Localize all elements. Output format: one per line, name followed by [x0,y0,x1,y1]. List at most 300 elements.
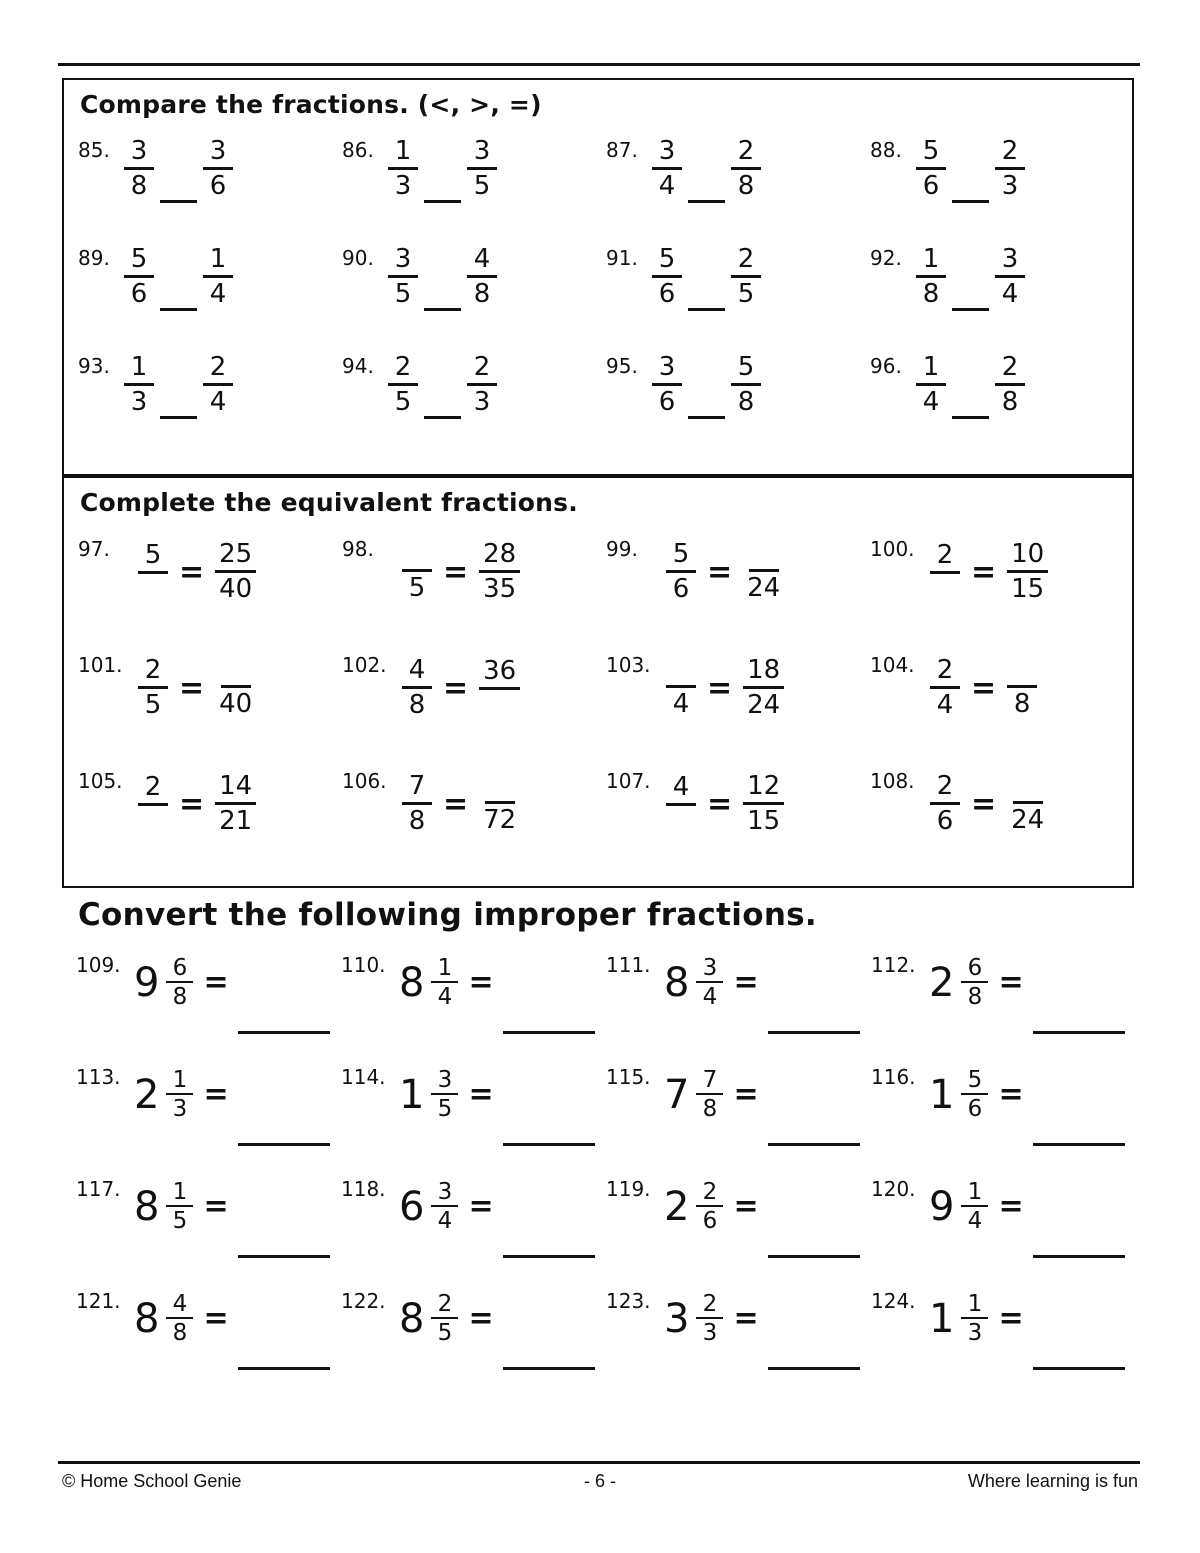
problem-number: 114. [341,1064,386,1089]
numerator: 3 [652,136,682,170]
numerator: 1 [388,136,418,170]
denominator [138,806,168,837]
numerator: 2 [431,1291,458,1319]
denominator: 5 [144,690,162,720]
numerator: 3 [388,244,418,278]
problem-number: 123. [606,1288,651,1313]
compare-problem [342,352,606,460]
denominator: 3 [1001,170,1019,201]
whole-number: 9 [134,959,160,1006]
numerator: 2 [138,655,168,689]
equation [402,771,520,838]
equivalent-problem [78,651,342,767]
equals-sign: = [998,965,1024,1001]
numerator: 25 [215,539,256,573]
mixed-number-expression [399,1179,494,1235]
equivalent-problem [870,767,1134,883]
numerator [402,541,432,572]
numerator: 2 [731,244,761,278]
equation [138,539,256,606]
fraction-part [696,1291,723,1347]
numerator: 5 [731,352,761,386]
denominator: 8 [922,278,940,309]
problem-number: 86. [342,137,374,162]
compare-problem [342,244,606,352]
compare-problem [870,352,1134,460]
right-fraction [731,244,761,311]
mixed-number-expression [134,1179,229,1235]
numerator [221,657,251,688]
fraction-part [431,1179,458,1235]
equals-sign: = [203,1077,229,1113]
mixed-number-expression [134,1291,229,1347]
numerator: 2 [388,352,418,386]
mixed-number-expression [929,1067,1024,1123]
numerator: 1 [916,244,946,278]
denominator: 40 [219,688,253,719]
denominator: 35 [483,574,517,604]
fraction-part [961,1067,988,1123]
right-fraction [467,136,497,203]
numerator: 3 [467,136,497,170]
numerator: 5 [138,540,168,574]
mixed-number-expression [664,1291,759,1347]
equals-sign: = [203,1301,229,1337]
compare-problem [78,244,342,352]
right-fraction [995,244,1025,311]
problem-number: 110. [341,952,386,977]
whole-number: 9 [929,1183,955,1230]
problem-number: 121. [76,1288,121,1313]
equals-sign: = [443,787,469,822]
answer-blank [952,305,989,311]
numerator: 1 [916,352,946,386]
comparison-expression [388,244,497,311]
mixed-number-expression [929,1291,1024,1347]
numerator: 1 [203,244,233,278]
mixed-number-expression [664,1179,759,1235]
right-fraction [467,352,497,419]
left-fraction [930,655,960,722]
equals-sign: = [179,555,205,590]
right-fraction [203,136,233,203]
denominator [138,574,168,605]
numerator: 7 [402,771,432,805]
denominator: 6 [967,1095,983,1122]
boxed-sections [62,78,1134,888]
denominator: 5 [408,572,426,603]
numerator: 2 [467,352,497,386]
equals-sign: = [733,965,759,1001]
equals-sign: = [443,671,469,706]
denominator: 8 [408,806,426,836]
equals-sign: = [179,787,205,822]
whole-number: 8 [134,1183,160,1230]
convert-problem [871,1175,1136,1287]
denominator: 4 [1001,278,1019,309]
convert-problem [341,1175,606,1287]
problem-number: 111. [606,952,651,977]
answer-blank [160,197,197,203]
numerator: 1 [431,955,458,983]
whole-number: 2 [664,1183,690,1230]
numerator: 2 [995,352,1025,386]
answer-blank [1033,1255,1125,1258]
numerator: 5 [652,244,682,278]
left-fraction [138,772,168,837]
problem-number: 101. [78,653,123,677]
right-fraction [995,136,1025,203]
mixed-number-expression [134,1067,229,1123]
equals-sign: = [998,1301,1024,1337]
left-fraction [930,771,960,838]
numerator: 3 [124,136,154,170]
equals-sign: = [468,1077,494,1113]
problem-number: 104. [870,653,915,677]
equals-sign: = [179,671,205,706]
right-fraction [203,244,233,311]
denominator: 6 [209,170,227,201]
mixed-number-expression [134,955,229,1011]
equals-sign: = [971,787,997,822]
problem-number: 119. [606,1176,651,1201]
equals-sign: = [733,1189,759,1225]
answer-blank [238,1255,330,1258]
equation [930,771,1048,838]
equals-sign: = [971,671,997,706]
problem-number: 89. [78,245,110,270]
equals-sign: = [998,1189,1024,1225]
numerator: 3 [431,1067,458,1095]
comparison-expression [124,244,233,311]
problem-number: 90. [342,245,374,270]
denominator [485,690,515,721]
fraction-part [961,955,988,1011]
mixed-number-expression [399,1067,494,1123]
left-fraction [666,772,696,837]
numerator: 2 [696,1179,723,1207]
fraction-part [961,1179,988,1235]
mixed-number-expression [929,1179,1024,1235]
equivalent-problem [78,767,342,883]
whole-number: 1 [929,1071,955,1118]
problem-number: 113. [76,1064,121,1089]
right-fraction [995,352,1025,419]
denominator: 8 [1001,386,1019,417]
answer-blank [952,197,989,203]
numerator: 5 [916,136,946,170]
left-fraction [388,136,418,203]
equation [138,771,256,838]
problem-number: 87. [606,137,638,162]
left-fraction [916,352,946,419]
numerator: 3 [431,1179,458,1207]
denominator: 4 [936,690,954,720]
footer-page-number: - 6 - [583,1471,616,1491]
equivalent-problem [78,535,342,651]
whole-number: 1 [929,1295,955,1342]
numerator: 4 [166,1291,193,1319]
answer-blank [768,1031,860,1034]
problem-number: 109. [76,952,121,977]
denominator: 24 [747,690,781,720]
left-fraction [666,539,696,606]
left-fraction [138,540,168,605]
denominator: 8 [172,983,188,1010]
left-fraction [124,136,154,203]
denominator: 3 [130,386,148,417]
numerator: 5 [124,244,154,278]
equation [402,655,520,722]
mixed-number-expression [399,955,494,1011]
left-fraction [652,244,682,311]
denominator: 8 [737,386,755,417]
convert-problem [871,951,1136,1063]
left-fraction [388,244,418,311]
denominator: 8 [408,690,426,720]
answer-blank [424,305,461,311]
footer [62,1471,1138,1492]
numerator: 3 [203,136,233,170]
numerator: 5 [666,539,696,573]
right-fraction [1007,657,1037,721]
right-fraction [1007,773,1048,837]
denominator: 5 [473,170,491,201]
problem-number: 94. [342,353,374,378]
denominator: 5 [437,1319,453,1346]
denominator: 4 [702,983,718,1010]
numerator: 1 [166,1067,193,1095]
comparison-expression [388,136,497,203]
right-fraction [215,771,256,838]
denominator: 5 [172,1207,188,1234]
fraction-part [696,1067,723,1123]
problem-number: 85. [78,137,110,162]
problem-number: 98. [342,537,374,561]
numerator [666,657,696,688]
convert-problem [76,1063,341,1175]
denominator: 15 [1011,574,1045,604]
right-fraction [743,541,784,605]
whole-number: 8 [664,959,690,1006]
comparison-expression [916,244,1025,311]
left-fraction [402,655,432,722]
left-fraction [916,244,946,311]
convert-problem [606,951,871,1063]
fraction-part [166,1291,193,1347]
numerator [1007,657,1037,688]
convert-problem [341,1287,606,1399]
numerator: 2 [696,1291,723,1319]
numerator: 1 [961,1179,988,1207]
denominator: 6 [658,386,676,417]
denominator: 5 [394,278,412,309]
left-fraction [930,540,960,605]
answer-blank [238,1367,330,1370]
left-fraction [138,655,168,722]
fraction-part [696,955,723,1011]
right-fraction [479,773,520,837]
fraction-part [166,1067,193,1123]
right-fraction [215,539,256,606]
denominator: 72 [483,804,517,835]
fraction-part [696,1179,723,1235]
denominator: 3 [473,386,491,417]
numerator: 6 [961,955,988,983]
answer-blank [238,1143,330,1146]
problem-number: 122. [341,1288,386,1313]
convert-problem [606,1063,871,1175]
denominator: 8 [172,1319,188,1346]
fraction-part [431,955,458,1011]
mixed-number-expression [664,955,759,1011]
convert-problem [76,1287,341,1399]
right-fraction [743,771,784,838]
comparison-expression [652,136,761,203]
right-fraction [203,352,233,419]
denominator: 6 [130,278,148,309]
comparison-expression [388,352,497,419]
convert-problem [606,1287,871,1399]
convert-problem [606,1175,871,1287]
answer-blank [1033,1367,1125,1370]
convert-problems-grid [62,951,1142,1399]
problem-number: 88. [870,137,902,162]
answer-blank [688,413,725,419]
problem-number: 91. [606,245,638,270]
fraction-part [166,1179,193,1235]
denominator: 8 [967,983,983,1010]
denominator [930,574,960,605]
denominator: 4 [209,278,227,309]
whole-number: 8 [399,959,425,1006]
right-fraction [479,539,520,606]
footer-tagline: Where learning is fun [967,1471,1138,1491]
numerator: 4 [666,772,696,806]
equals-sign: = [998,1077,1024,1113]
equals-sign: = [733,1301,759,1337]
right-fraction [479,656,520,721]
equals-sign: = [707,787,733,822]
equivalent-section-title: Complete the equivalent fractions. [80,487,578,517]
equals-sign: = [203,1189,229,1225]
numerator: 28 [479,539,520,573]
numerator: 3 [652,352,682,386]
convert-problem [871,1063,1136,1175]
equivalent-problems-grid [64,535,1132,883]
problem-number: 105. [78,769,123,793]
footer-copyright: © Home School Genie [62,1471,242,1491]
equals-sign: = [707,555,733,590]
denominator: 24 [747,572,781,603]
whole-number: 6 [399,1183,425,1230]
right-fraction [731,352,761,419]
equivalent-problem [606,535,870,651]
equivalent-problem [870,651,1134,767]
equivalent-problem [342,767,606,883]
equivalent-problem [606,651,870,767]
numerator: 4 [402,655,432,689]
numerator: 2 [138,772,168,806]
denominator [666,806,696,837]
numerator: 5 [961,1067,988,1095]
convert-problem [76,1175,341,1287]
numerator: 3 [995,244,1025,278]
fraction-part [961,1291,988,1347]
mixed-number-expression [399,1291,494,1347]
answer-blank [503,1255,595,1258]
answer-blank [238,1031,330,1034]
denominator: 5 [394,386,412,417]
convert-problem [341,1063,606,1175]
right-fraction [467,244,497,311]
problem-number: 116. [871,1064,916,1089]
denominator: 21 [219,806,253,836]
numerator: 3 [696,955,723,983]
fraction-part [166,955,193,1011]
problem-number: 97. [78,537,110,561]
numerator [749,541,779,572]
fraction-part [431,1067,458,1123]
numerator: 7 [696,1067,723,1095]
denominator: 4 [437,983,453,1010]
comparison-expression [916,352,1025,419]
top-rule [58,63,1140,66]
problem-number: 115. [606,1064,651,1089]
comparison-expression [916,136,1025,203]
fraction-part [431,1291,458,1347]
problem-number: 107. [606,769,651,793]
answer-blank [503,1367,595,1370]
left-fraction [402,771,432,838]
mixed-number-expression [929,955,1024,1011]
compare-problem [870,136,1134,244]
denominator: 6 [658,278,676,309]
denominator: 8 [473,278,491,309]
whole-number: 8 [399,1295,425,1342]
problem-number: 100. [870,537,915,561]
denominator: 24 [1011,804,1045,835]
compare-problem [606,244,870,352]
whole-number: 8 [134,1295,160,1342]
left-fraction [652,352,682,419]
equals-sign: = [733,1077,759,1113]
equation [930,539,1048,606]
answer-blank [768,1143,860,1146]
denominator: 4 [437,1207,453,1234]
equals-sign: = [707,671,733,706]
left-fraction [402,541,432,605]
answer-blank [688,197,725,203]
compare-section-title: Compare the fractions. (<, >, =) [80,90,542,119]
whole-number: 2 [929,959,955,1006]
comparison-expression [124,352,233,419]
whole-number: 1 [399,1071,425,1118]
answer-blank [1033,1031,1125,1034]
right-fraction [743,655,784,722]
denominator: 3 [702,1319,718,1346]
equation [666,539,784,606]
convert-problem [341,951,606,1063]
left-fraction [388,352,418,419]
equals-sign: = [468,965,494,1001]
denominator: 6 [936,806,954,836]
numerator: 1 [166,1179,193,1207]
numerator: 2 [995,136,1025,170]
left-fraction [124,352,154,419]
numerator [485,773,515,804]
comparison-expression [652,352,761,419]
